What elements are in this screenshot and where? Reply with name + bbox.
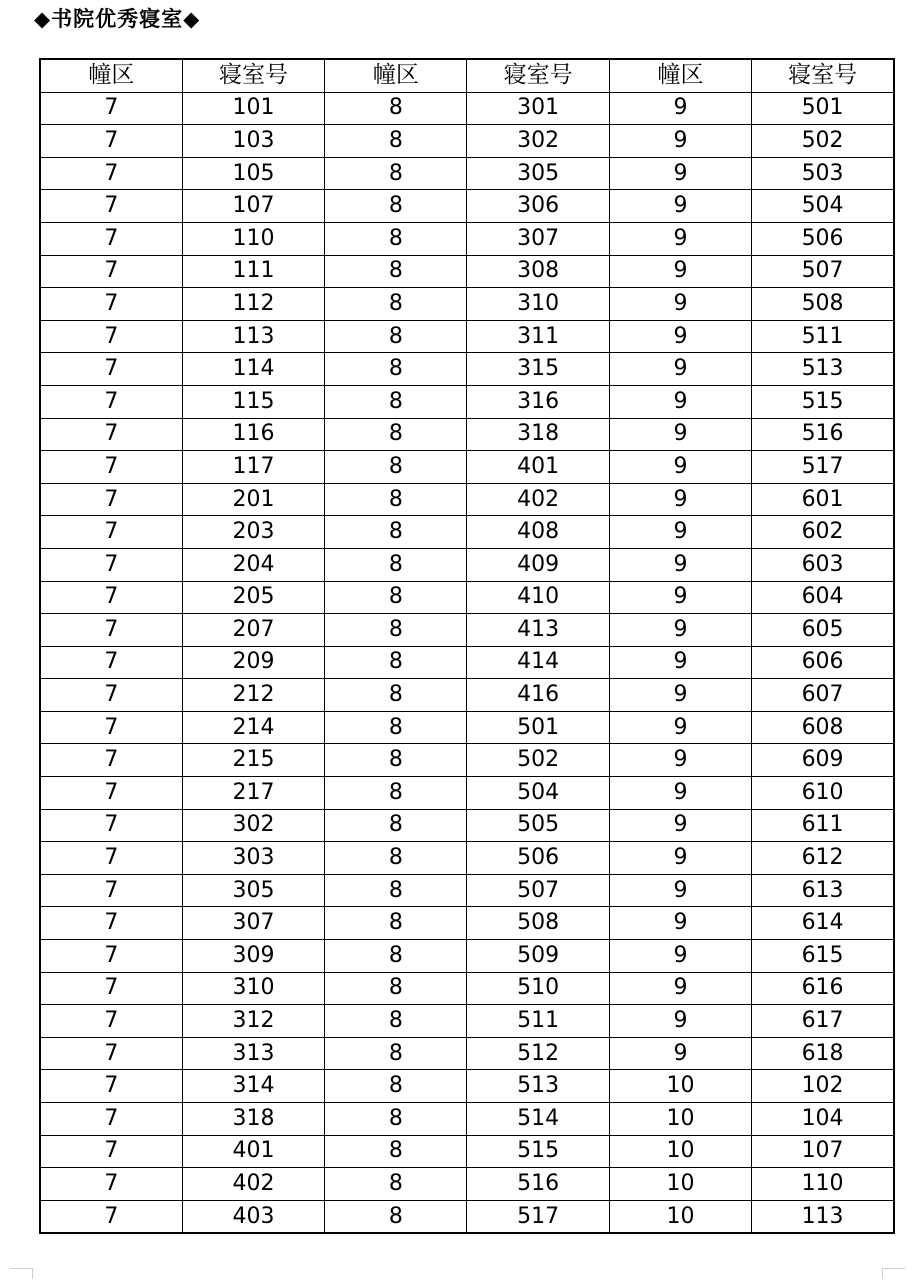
cell-building-1: 7 xyxy=(40,451,182,484)
cell-room-2: 410 xyxy=(467,581,609,614)
table-body xyxy=(40,92,894,1233)
cell-room-3: 508 xyxy=(752,288,894,321)
cell-room-1: 401 xyxy=(182,1135,324,1168)
table-row xyxy=(40,614,894,647)
cell-room-2: 506 xyxy=(467,842,609,875)
cell-building-1: 7 xyxy=(40,1037,182,1070)
cell-room-2: 316 xyxy=(467,385,609,418)
cell-building-3: 9 xyxy=(609,418,751,451)
cell-building-3: 9 xyxy=(609,679,751,712)
cell-room-1: 112 xyxy=(182,288,324,321)
cell-building-1: 7 xyxy=(40,744,182,777)
cell-room-2: 512 xyxy=(467,1037,609,1070)
dormitory-table xyxy=(39,58,895,1234)
cell-room-3: 605 xyxy=(752,614,894,647)
table-row xyxy=(40,907,894,940)
table-row xyxy=(40,1037,894,1070)
cell-room-3: 611 xyxy=(752,809,894,842)
cell-building-2: 8 xyxy=(325,711,467,744)
cell-room-2: 311 xyxy=(467,320,609,353)
cell-building-1: 7 xyxy=(40,907,182,940)
cell-room-3: 608 xyxy=(752,711,894,744)
cell-room-3: 501 xyxy=(752,92,894,125)
cell-building-2: 8 xyxy=(325,418,467,451)
cell-room-1: 107 xyxy=(182,190,324,223)
column-header-room-2: 寝室号 xyxy=(467,59,609,92)
cell-building-1: 7 xyxy=(40,1005,182,1038)
cell-building-1: 7 xyxy=(40,516,182,549)
cell-room-2: 302 xyxy=(467,125,609,158)
cell-room-3: 104 xyxy=(752,1103,894,1136)
cell-room-3: 603 xyxy=(752,548,894,581)
cell-building-1: 7 xyxy=(40,614,182,647)
cell-room-3: 610 xyxy=(752,777,894,810)
cell-building-3: 9 xyxy=(609,777,751,810)
cell-building-3: 9 xyxy=(609,940,751,973)
cell-building-3: 9 xyxy=(609,190,751,223)
cell-room-3: 107 xyxy=(752,1135,894,1168)
cell-room-2: 511 xyxy=(467,1005,609,1038)
cell-room-1: 111 xyxy=(182,255,324,288)
cell-building-3: 10 xyxy=(609,1168,751,1201)
cell-building-1: 7 xyxy=(40,157,182,190)
cell-building-1: 7 xyxy=(40,1135,182,1168)
cell-room-3: 617 xyxy=(752,1005,894,1038)
cell-building-1: 7 xyxy=(40,940,182,973)
cell-room-3: 613 xyxy=(752,874,894,907)
cell-room-1: 207 xyxy=(182,614,324,647)
table-row xyxy=(40,516,894,549)
cell-building-2: 8 xyxy=(325,972,467,1005)
cell-building-2: 8 xyxy=(325,92,467,125)
table-row xyxy=(40,92,894,125)
cell-building-2: 8 xyxy=(325,125,467,158)
cell-room-1: 403 xyxy=(182,1200,324,1233)
table-row xyxy=(40,646,894,679)
cell-building-2: 8 xyxy=(325,842,467,875)
cell-building-3: 9 xyxy=(609,809,751,842)
cell-building-2: 8 xyxy=(325,385,467,418)
cell-building-3: 9 xyxy=(609,907,751,940)
cell-building-1: 7 xyxy=(40,353,182,386)
cell-room-1: 117 xyxy=(182,451,324,484)
cell-room-3: 515 xyxy=(752,385,894,418)
cell-room-2: 413 xyxy=(467,614,609,647)
cell-building-1: 7 xyxy=(40,972,182,1005)
cell-room-3: 511 xyxy=(752,320,894,353)
table-row xyxy=(40,777,894,810)
cell-building-2: 8 xyxy=(325,907,467,940)
cell-room-3: 110 xyxy=(752,1168,894,1201)
table-row xyxy=(40,842,894,875)
cell-building-2: 8 xyxy=(325,1103,467,1136)
cell-room-1: 312 xyxy=(182,1005,324,1038)
cell-room-2: 516 xyxy=(467,1168,609,1201)
cell-building-2: 8 xyxy=(325,255,467,288)
page-title: ◆书院优秀寝室◆ xyxy=(34,7,201,31)
cell-room-1: 209 xyxy=(182,646,324,679)
cell-building-1: 7 xyxy=(40,874,182,907)
cell-room-1: 115 xyxy=(182,385,324,418)
cell-room-1: 114 xyxy=(182,353,324,386)
cell-room-3: 504 xyxy=(752,190,894,223)
cell-building-3: 9 xyxy=(609,874,751,907)
cell-room-2: 306 xyxy=(467,190,609,223)
cell-building-1: 7 xyxy=(40,777,182,810)
cell-building-3: 9 xyxy=(609,385,751,418)
table-row xyxy=(40,288,894,321)
cell-building-2: 8 xyxy=(325,451,467,484)
cell-building-2: 8 xyxy=(325,581,467,614)
cell-room-3: 503 xyxy=(752,157,894,190)
cell-building-2: 8 xyxy=(325,1070,467,1103)
cell-room-1: 101 xyxy=(182,92,324,125)
cell-room-3: 601 xyxy=(752,483,894,516)
cell-building-1: 7 xyxy=(40,255,182,288)
cell-building-3: 9 xyxy=(609,451,751,484)
cell-room-2: 501 xyxy=(467,711,609,744)
cell-room-1: 212 xyxy=(182,679,324,712)
cell-room-1: 309 xyxy=(182,940,324,973)
cell-room-1: 305 xyxy=(182,874,324,907)
column-header-room-1: 寝室号 xyxy=(182,59,324,92)
table-row xyxy=(40,972,894,1005)
table-row xyxy=(40,581,894,614)
cell-building-2: 8 xyxy=(325,646,467,679)
cell-room-3: 614 xyxy=(752,907,894,940)
cell-room-3: 507 xyxy=(752,255,894,288)
cell-building-3: 9 xyxy=(609,288,751,321)
cell-room-3: 113 xyxy=(752,1200,894,1233)
cell-room-2: 307 xyxy=(467,222,609,255)
cell-building-2: 8 xyxy=(325,288,467,321)
cell-building-3: 9 xyxy=(609,614,751,647)
cell-room-3: 616 xyxy=(752,972,894,1005)
cell-building-3: 10 xyxy=(609,1103,751,1136)
cell-building-2: 8 xyxy=(325,483,467,516)
cell-room-1: 303 xyxy=(182,842,324,875)
cell-building-3: 9 xyxy=(609,581,751,614)
cell-room-1: 201 xyxy=(182,483,324,516)
table-row xyxy=(40,353,894,386)
cell-building-3: 9 xyxy=(609,125,751,158)
cell-room-1: 205 xyxy=(182,581,324,614)
cell-building-1: 7 xyxy=(40,1070,182,1103)
cell-room-1: 113 xyxy=(182,320,324,353)
cell-building-3: 10 xyxy=(609,1135,751,1168)
cell-room-3: 602 xyxy=(752,516,894,549)
cell-room-2: 305 xyxy=(467,157,609,190)
cell-building-1: 7 xyxy=(40,646,182,679)
table-row xyxy=(40,1200,894,1233)
cell-building-3: 9 xyxy=(609,972,751,1005)
cell-room-2: 409 xyxy=(467,548,609,581)
crop-mark-left xyxy=(10,1268,33,1279)
cell-building-3: 9 xyxy=(609,711,751,744)
cell-building-2: 8 xyxy=(325,744,467,777)
table-row xyxy=(40,125,894,158)
cell-room-2: 401 xyxy=(467,451,609,484)
cell-room-2: 310 xyxy=(467,288,609,321)
cell-building-1: 7 xyxy=(40,1200,182,1233)
table-row xyxy=(40,483,894,516)
cell-room-1: 110 xyxy=(182,222,324,255)
cell-building-2: 8 xyxy=(325,353,467,386)
cell-room-3: 502 xyxy=(752,125,894,158)
cell-room-1: 313 xyxy=(182,1037,324,1070)
cell-building-3: 9 xyxy=(609,1037,751,1070)
cell-building-3: 9 xyxy=(609,744,751,777)
table-row xyxy=(40,1103,894,1136)
cell-building-2: 8 xyxy=(325,516,467,549)
cell-building-2: 8 xyxy=(325,1135,467,1168)
cell-room-2: 514 xyxy=(467,1103,609,1136)
cell-building-3: 9 xyxy=(609,483,751,516)
cell-building-3: 9 xyxy=(609,222,751,255)
cell-room-2: 508 xyxy=(467,907,609,940)
table-row xyxy=(40,418,894,451)
table-row xyxy=(40,711,894,744)
cell-room-2: 515 xyxy=(467,1135,609,1168)
cell-building-2: 8 xyxy=(325,874,467,907)
cell-building-2: 8 xyxy=(325,614,467,647)
cell-building-2: 8 xyxy=(325,157,467,190)
cell-room-2: 416 xyxy=(467,679,609,712)
cell-room-1: 214 xyxy=(182,711,324,744)
cell-room-2: 504 xyxy=(467,777,609,810)
crop-mark-right xyxy=(882,1268,905,1279)
cell-room-2: 502 xyxy=(467,744,609,777)
column-header-room-3: 寝室号 xyxy=(752,59,894,92)
cell-building-1: 7 xyxy=(40,320,182,353)
cell-building-2: 8 xyxy=(325,190,467,223)
cell-room-3: 606 xyxy=(752,646,894,679)
cell-room-2: 510 xyxy=(467,972,609,1005)
cell-building-3: 10 xyxy=(609,1070,751,1103)
cell-room-3: 102 xyxy=(752,1070,894,1103)
cell-building-3: 10 xyxy=(609,1200,751,1233)
table-row xyxy=(40,1070,894,1103)
cell-building-2: 8 xyxy=(325,222,467,255)
table-row xyxy=(40,809,894,842)
cell-building-1: 7 xyxy=(40,125,182,158)
cell-room-3: 615 xyxy=(752,940,894,973)
cell-room-2: 509 xyxy=(467,940,609,973)
cell-building-1: 7 xyxy=(40,1168,182,1201)
cell-room-2: 414 xyxy=(467,646,609,679)
cell-room-1: 204 xyxy=(182,548,324,581)
table-row xyxy=(40,1135,894,1168)
cell-room-1: 307 xyxy=(182,907,324,940)
cell-building-1: 7 xyxy=(40,581,182,614)
cell-building-2: 8 xyxy=(325,940,467,973)
column-header-building-1: 幢区 xyxy=(40,59,182,92)
cell-building-2: 8 xyxy=(325,809,467,842)
cell-building-3: 9 xyxy=(609,157,751,190)
cell-room-1: 217 xyxy=(182,777,324,810)
cell-room-3: 607 xyxy=(752,679,894,712)
cell-room-2: 318 xyxy=(467,418,609,451)
table-row xyxy=(40,385,894,418)
cell-room-1: 116 xyxy=(182,418,324,451)
cell-room-3: 604 xyxy=(752,581,894,614)
cell-building-2: 8 xyxy=(325,679,467,712)
cell-room-1: 215 xyxy=(182,744,324,777)
cell-room-2: 408 xyxy=(467,516,609,549)
table-row xyxy=(40,320,894,353)
cell-room-2: 301 xyxy=(467,92,609,125)
cell-room-3: 517 xyxy=(752,451,894,484)
cell-building-2: 8 xyxy=(325,777,467,810)
cell-room-1: 310 xyxy=(182,972,324,1005)
cell-building-1: 7 xyxy=(40,288,182,321)
cell-building-1: 7 xyxy=(40,418,182,451)
cell-building-1: 7 xyxy=(40,809,182,842)
cell-building-2: 8 xyxy=(325,548,467,581)
table-row xyxy=(40,874,894,907)
table-row xyxy=(40,190,894,223)
table-row xyxy=(40,255,894,288)
cell-room-1: 203 xyxy=(182,516,324,549)
cell-building-1: 7 xyxy=(40,548,182,581)
cell-room-3: 618 xyxy=(752,1037,894,1070)
cell-building-2: 8 xyxy=(325,320,467,353)
cell-building-1: 7 xyxy=(40,385,182,418)
table-header-row xyxy=(40,59,894,92)
cell-room-1: 105 xyxy=(182,157,324,190)
cell-building-1: 7 xyxy=(40,679,182,712)
cell-building-2: 8 xyxy=(325,1168,467,1201)
cell-room-3: 612 xyxy=(752,842,894,875)
cell-building-3: 9 xyxy=(609,320,751,353)
cell-building-1: 7 xyxy=(40,190,182,223)
cell-building-3: 9 xyxy=(609,92,751,125)
cell-building-1: 7 xyxy=(40,1103,182,1136)
table-row xyxy=(40,940,894,973)
cell-room-2: 505 xyxy=(467,809,609,842)
cell-room-1: 314 xyxy=(182,1070,324,1103)
cell-room-3: 506 xyxy=(752,222,894,255)
cell-building-2: 8 xyxy=(325,1037,467,1070)
page-corner-marks xyxy=(0,1268,914,1280)
cell-room-2: 308 xyxy=(467,255,609,288)
cell-building-3: 9 xyxy=(609,548,751,581)
cell-room-2: 315 xyxy=(467,353,609,386)
cell-building-2: 8 xyxy=(325,1200,467,1233)
cell-room-1: 103 xyxy=(182,125,324,158)
cell-building-1: 7 xyxy=(40,711,182,744)
table-row xyxy=(40,548,894,581)
cell-building-3: 9 xyxy=(609,516,751,549)
column-header-building-3: 幢区 xyxy=(609,59,751,92)
cell-room-1: 302 xyxy=(182,809,324,842)
cell-building-1: 7 xyxy=(40,842,182,875)
table-row xyxy=(40,451,894,484)
cell-room-2: 402 xyxy=(467,483,609,516)
cell-building-3: 9 xyxy=(609,1005,751,1038)
cell-building-3: 9 xyxy=(609,842,751,875)
table-row xyxy=(40,222,894,255)
cell-building-1: 7 xyxy=(40,483,182,516)
cell-building-3: 9 xyxy=(609,646,751,679)
cell-building-1: 7 xyxy=(40,92,182,125)
cell-room-3: 513 xyxy=(752,353,894,386)
cell-building-2: 8 xyxy=(325,1005,467,1038)
table-row xyxy=(40,1168,894,1201)
cell-room-1: 402 xyxy=(182,1168,324,1201)
cell-room-1: 318 xyxy=(182,1103,324,1136)
cell-room-3: 516 xyxy=(752,418,894,451)
cell-room-2: 513 xyxy=(467,1070,609,1103)
cell-room-2: 507 xyxy=(467,874,609,907)
cell-building-3: 9 xyxy=(609,255,751,288)
cell-room-2: 517 xyxy=(467,1200,609,1233)
table-row xyxy=(40,679,894,712)
cell-building-3: 9 xyxy=(609,353,751,386)
column-header-building-2: 幢区 xyxy=(325,59,467,92)
table-row xyxy=(40,157,894,190)
table-row xyxy=(40,744,894,777)
table-row xyxy=(40,1005,894,1038)
cell-building-1: 7 xyxy=(40,222,182,255)
cell-room-3: 609 xyxy=(752,744,894,777)
